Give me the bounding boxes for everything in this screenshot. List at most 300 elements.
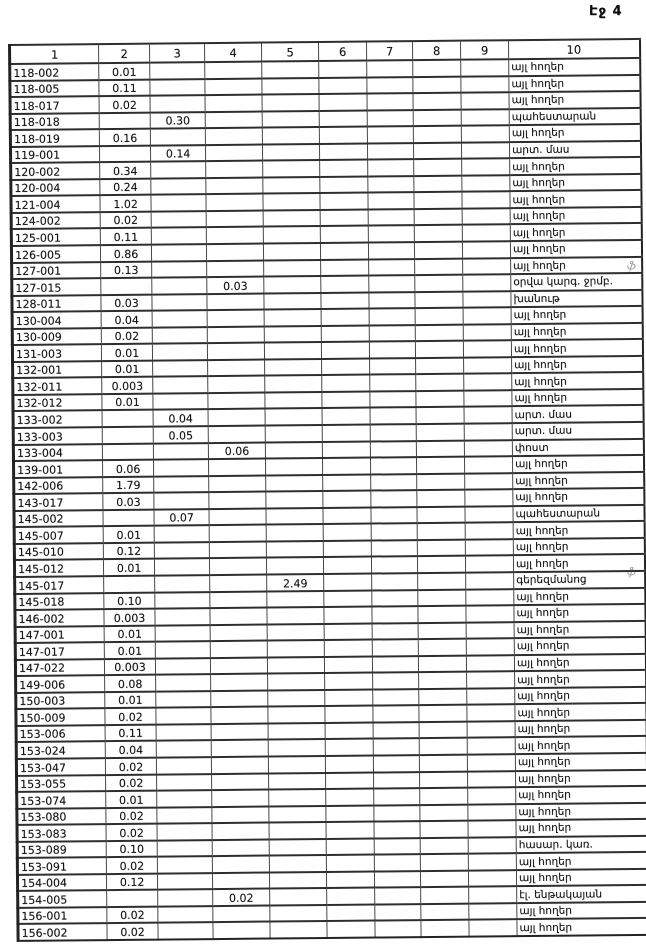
- area-value: [209, 558, 266, 575]
- area-value: [468, 820, 516, 837]
- parcel-code: 153-006: [16, 725, 105, 742]
- area-value: [413, 109, 461, 126]
- area-value: [324, 607, 372, 624]
- area-value: [269, 839, 326, 856]
- area-value: [419, 755, 467, 772]
- area-value: [370, 424, 416, 441]
- parcel-code: 153-083: [17, 824, 106, 841]
- parcel-code: 118-002: [10, 63, 99, 80]
- area-value: [267, 624, 324, 641]
- area-value: [207, 260, 264, 277]
- area-value: [464, 407, 512, 424]
- area-value: [465, 556, 513, 573]
- area-value: [416, 440, 464, 457]
- area-value: 0.03: [101, 294, 152, 311]
- land-use-note: այլ հողեր: [515, 720, 646, 738]
- area-value: 0.01: [103, 526, 154, 543]
- area-value: [324, 640, 372, 657]
- area-value: 0.06: [208, 442, 265, 459]
- parcel-code: 119-001: [10, 146, 99, 163]
- area-value: [262, 144, 319, 161]
- area-value: [464, 456, 512, 473]
- area-value: [152, 310, 207, 327]
- area-value: [326, 822, 374, 839]
- land-use-note: այլ հողեր: [509, 58, 640, 76]
- area-value: [374, 838, 420, 855]
- area-value: [323, 540, 371, 557]
- area-value: [375, 904, 421, 921]
- area-value: [419, 672, 467, 689]
- area-value: [155, 592, 210, 609]
- area-value: [209, 541, 266, 558]
- area-value: [321, 309, 369, 326]
- parcel-code: 120-002: [11, 162, 100, 179]
- parcel-code: 133-003: [13, 427, 102, 444]
- area-value: [266, 491, 323, 508]
- parcel-code: 127-001: [12, 262, 101, 279]
- area-value: [417, 556, 465, 573]
- area-value: [264, 260, 321, 277]
- land-use-note: այլ հողեր: [514, 654, 645, 672]
- area-value: [420, 870, 468, 887]
- land-use-note: այլ հողեր: [512, 372, 643, 390]
- area-value: [263, 177, 320, 194]
- parcel-code: 156-002: [18, 924, 107, 941]
- area-value: [321, 342, 369, 359]
- scanned-sheet: [8, 38, 646, 942]
- area-value: [263, 160, 320, 177]
- area-value: [267, 590, 324, 607]
- column-header: 1: [10, 44, 99, 64]
- area-value: [465, 539, 513, 556]
- parcel-code: 120-004: [11, 179, 100, 196]
- area-value: [461, 125, 509, 142]
- area-value: 0.02: [101, 327, 152, 344]
- area-value: [419, 738, 467, 755]
- area-value: [151, 161, 206, 178]
- area-value: 0.16: [99, 129, 150, 146]
- area-value: 0.02: [105, 708, 156, 725]
- land-use-note: այլ հողեր: [510, 190, 641, 208]
- area-value: 0.01: [102, 394, 153, 411]
- area-value: 0.003: [102, 377, 153, 394]
- area-value: [269, 806, 326, 823]
- land-use-note: այլ հողեր: [515, 687, 646, 705]
- area-value: [464, 390, 512, 407]
- area-value: [367, 126, 413, 143]
- area-value: [463, 274, 511, 291]
- area-value: [267, 657, 324, 674]
- area-value: [372, 639, 418, 656]
- area-value: [468, 870, 516, 887]
- parcel-code: 149-006: [16, 675, 105, 692]
- area-value: [265, 442, 322, 459]
- area-value: [152, 343, 207, 360]
- area-value: [416, 391, 464, 408]
- parcel-table: [8, 38, 646, 942]
- land-use-note: այլ հողեր: [509, 91, 640, 109]
- area-value: 0.08: [105, 675, 156, 692]
- area-value: [462, 192, 510, 209]
- area-value: [374, 805, 420, 822]
- area-value: [465, 473, 513, 490]
- area-value: [154, 542, 209, 559]
- area-value: [467, 738, 515, 755]
- area-value: [206, 227, 263, 244]
- area-value: [468, 771, 516, 788]
- area-value: [207, 326, 264, 343]
- column-header: 7: [366, 41, 412, 60]
- area-value: [319, 94, 367, 111]
- area-value: [209, 475, 266, 492]
- area-value: [264, 276, 321, 293]
- area-value: [414, 192, 462, 209]
- area-value: [102, 410, 153, 427]
- area-value: [370, 358, 416, 375]
- area-value: [468, 804, 516, 821]
- parcel-code: 153-091: [17, 857, 106, 874]
- area-value: [208, 376, 265, 393]
- land-use-note: այլ հողեր: [511, 256, 642, 274]
- area-value: [270, 905, 327, 922]
- land-use-note: այլ հողեր: [515, 769, 646, 787]
- area-value: [367, 60, 413, 77]
- area-value: [262, 78, 319, 95]
- area-value: 0.06: [102, 460, 153, 477]
- area-value: [210, 574, 267, 591]
- area-value: [464, 374, 512, 391]
- area-value: [211, 674, 268, 691]
- handwritten-mark: ֆ: [626, 564, 637, 579]
- area-value: [367, 143, 413, 160]
- parcel-code: 132-001: [13, 361, 102, 378]
- area-value: [420, 804, 468, 821]
- area-value: [461, 92, 509, 109]
- area-value: [462, 241, 510, 258]
- area-value: [270, 921, 327, 938]
- area-value: [463, 291, 511, 308]
- land-use-note: այլ հողեր: [517, 918, 646, 936]
- parcel-code: 154-005: [18, 890, 107, 907]
- land-use-note: այլ հողեր: [514, 587, 645, 605]
- land-use-note: այլ հողեր: [514, 621, 645, 639]
- area-value: [266, 524, 323, 541]
- parcel-code: 145-002: [14, 510, 103, 527]
- area-value: [213, 905, 270, 922]
- area-value: [414, 209, 462, 226]
- area-value: [373, 672, 419, 689]
- area-value: [269, 822, 326, 839]
- area-value: [320, 160, 368, 177]
- parcel-code: 145-018: [15, 593, 104, 610]
- parcel-code: 118-018: [10, 113, 99, 130]
- area-value: [323, 474, 371, 491]
- area-value: [374, 871, 420, 888]
- area-value: [467, 721, 515, 738]
- area-value: [152, 327, 207, 344]
- parcel-code: 132-011: [13, 378, 102, 395]
- area-value: [369, 308, 415, 325]
- area-value: [326, 855, 374, 872]
- area-value: [155, 625, 210, 642]
- area-value: [461, 109, 509, 126]
- area-value: [207, 310, 264, 327]
- area-value: [266, 557, 323, 574]
- area-value: [211, 723, 268, 740]
- area-value: [467, 671, 515, 688]
- parcel-code: 150-003: [16, 692, 105, 709]
- area-value: [208, 392, 265, 409]
- area-value: [212, 839, 269, 856]
- area-value: [373, 755, 419, 772]
- area-value: [371, 474, 417, 491]
- area-value: [416, 457, 464, 474]
- parcel-code: 145-007: [14, 526, 103, 543]
- area-value: [466, 638, 514, 655]
- area-value: [418, 622, 466, 639]
- land-use-note: այլ հողեր: [510, 174, 641, 192]
- area-value: [264, 309, 321, 326]
- area-value: [212, 856, 269, 873]
- area-value: [268, 690, 325, 707]
- land-use-note: պահեստարան: [509, 108, 640, 126]
- parcel-code: 143-017: [14, 493, 103, 510]
- area-value: [463, 324, 511, 341]
- area-value: [150, 62, 205, 79]
- land-use-note: այլ հողեր: [509, 124, 640, 142]
- area-value: [321, 325, 369, 342]
- area-value: [327, 888, 375, 905]
- area-value: [210, 591, 267, 608]
- parcel-code: 145-012: [14, 560, 103, 577]
- area-value: [416, 357, 464, 374]
- area-value: [368, 192, 414, 209]
- area-value: [467, 754, 515, 771]
- area-value: [322, 408, 370, 425]
- land-use-note: այլ հողեր: [514, 637, 645, 655]
- area-value: [419, 721, 467, 738]
- area-value: [368, 159, 414, 176]
- area-value: [99, 112, 150, 129]
- area-value: [461, 142, 509, 159]
- area-value: 0.02: [106, 824, 157, 841]
- land-use-note: այլ հողեր: [515, 736, 646, 754]
- area-value: [464, 440, 512, 457]
- area-value: [464, 423, 512, 440]
- land-use-note: արտ. մաս: [509, 141, 640, 159]
- area-value: [468, 837, 516, 854]
- area-value: [268, 673, 325, 690]
- area-value: 0.10: [106, 840, 157, 857]
- area-value: [320, 226, 368, 243]
- area-value: [462, 175, 510, 192]
- area-value: [370, 374, 416, 391]
- area-value: [102, 427, 153, 444]
- area-value: [465, 522, 513, 539]
- area-value: [322, 358, 370, 375]
- area-value: [419, 688, 467, 705]
- area-value: [150, 79, 205, 96]
- table-body: [10, 58, 646, 941]
- area-value: [413, 126, 461, 143]
- area-value: [205, 111, 262, 128]
- area-value: [374, 821, 420, 838]
- area-value: [157, 774, 212, 791]
- area-value: [322, 391, 370, 408]
- area-value: [158, 923, 213, 940]
- area-value: [468, 787, 516, 804]
- area-value: [152, 294, 207, 311]
- area-value: [269, 789, 326, 806]
- area-value: [372, 656, 418, 673]
- area-value: [421, 920, 469, 937]
- area-value: [155, 575, 210, 592]
- area-value: [417, 523, 465, 540]
- area-value: [368, 209, 414, 226]
- land-use-note: այլ հողեր: [516, 786, 646, 804]
- area-value: [267, 640, 324, 657]
- area-value: [462, 158, 510, 175]
- parcel-code: 121-004: [11, 195, 100, 212]
- area-value: [154, 492, 209, 509]
- area-value: 0.02: [106, 807, 157, 824]
- parcel-code: 145-017: [15, 576, 104, 593]
- parcel-code: 118-017: [10, 96, 99, 113]
- area-value: [157, 856, 212, 873]
- area-value: 0.12: [103, 542, 154, 559]
- page-number-label: Էջ 4: [589, 4, 623, 19]
- area-value: 0.30: [150, 112, 205, 129]
- area-value: [326, 772, 374, 789]
- column-header: 2: [99, 44, 150, 63]
- area-value: [319, 77, 367, 94]
- area-value: [421, 904, 469, 921]
- area-value: [413, 60, 461, 77]
- area-value: [154, 525, 209, 542]
- area-value: [415, 308, 463, 325]
- land-use-note: այլ հողեր: [511, 323, 642, 341]
- parcel-code: 130-009: [12, 328, 101, 345]
- area-value: [414, 175, 462, 192]
- area-value: [320, 193, 368, 210]
- land-use-note: պահեստարան: [513, 505, 644, 523]
- area-value: [367, 93, 413, 110]
- area-value: [268, 706, 325, 723]
- area-value: [208, 359, 265, 376]
- area-value: [418, 573, 466, 590]
- area-value: [463, 258, 511, 275]
- area-value: [268, 739, 325, 756]
- parcel-code: 124-002: [11, 212, 100, 229]
- area-value: [206, 244, 263, 261]
- parcel-code: 132-012: [13, 394, 102, 411]
- area-value: 0.01: [105, 691, 156, 708]
- area-value: [263, 210, 320, 227]
- parcel-code: 153-089: [17, 841, 106, 858]
- area-value: [413, 76, 461, 93]
- area-value: [325, 706, 373, 723]
- area-value: [416, 407, 464, 424]
- area-value: [262, 127, 319, 144]
- area-value: 0.34: [100, 162, 151, 179]
- area-value: [469, 920, 517, 937]
- area-value: [417, 473, 465, 490]
- area-value: [153, 393, 208, 410]
- parcel-code: 145-010: [14, 543, 103, 560]
- area-value: [327, 904, 375, 921]
- area-value: 0.02: [99, 96, 150, 113]
- area-value: [369, 341, 415, 358]
- area-value: [370, 391, 416, 408]
- area-value: [153, 376, 208, 393]
- land-use-note: փոստ: [512, 438, 643, 456]
- parcel-code: 153-074: [17, 791, 106, 808]
- land-use-note: այլ հողեր: [512, 455, 643, 473]
- area-value: [211, 707, 268, 724]
- area-value: [468, 853, 516, 870]
- area-value: [158, 889, 213, 906]
- area-value: [461, 59, 509, 76]
- area-value: [324, 573, 372, 590]
- area-value: [375, 921, 421, 938]
- area-value: [209, 492, 266, 509]
- area-value: [211, 740, 268, 757]
- area-value: [157, 873, 212, 890]
- area-value: [325, 739, 373, 756]
- area-value: [156, 707, 211, 724]
- area-value: [270, 888, 327, 905]
- area-value: [209, 525, 266, 542]
- area-value: [208, 409, 265, 426]
- area-value: 0.01: [101, 344, 152, 361]
- area-value: [371, 523, 417, 540]
- area-value: [262, 61, 319, 78]
- parcel-code: 131-003: [12, 344, 101, 361]
- area-value: [369, 275, 415, 292]
- land-use-note: արտ. մաս: [512, 405, 643, 423]
- area-value: [420, 788, 468, 805]
- area-value: 0.01: [104, 642, 155, 659]
- area-value: [265, 458, 322, 475]
- area-value: 0.05: [153, 426, 208, 443]
- area-value: [324, 590, 372, 607]
- area-value: [420, 821, 468, 838]
- area-value: [420, 837, 468, 854]
- area-value: [373, 689, 419, 706]
- area-value: [212, 872, 269, 889]
- area-value: [375, 887, 421, 904]
- area-value: 0.04: [101, 311, 152, 328]
- area-value: [319, 143, 367, 160]
- area-value: [211, 757, 268, 774]
- area-value: [209, 508, 266, 525]
- area-value: [205, 95, 262, 112]
- area-value: [463, 340, 511, 357]
- land-use-note: այլ հողեր: [511, 306, 642, 324]
- parcel-code: 130-004: [12, 311, 101, 328]
- area-value: [371, 507, 417, 524]
- area-value: 0.11: [100, 228, 151, 245]
- area-value: 0.04: [105, 741, 156, 758]
- column-header: 8: [412, 41, 460, 60]
- area-value: [462, 208, 510, 225]
- area-value: [469, 887, 517, 904]
- column-header: 5: [261, 42, 318, 62]
- area-value: [210, 608, 267, 625]
- parcel-code: 150-009: [16, 708, 105, 725]
- parcel-code: 126-005: [11, 245, 100, 262]
- land-use-note: այլ հողեր: [515, 753, 646, 771]
